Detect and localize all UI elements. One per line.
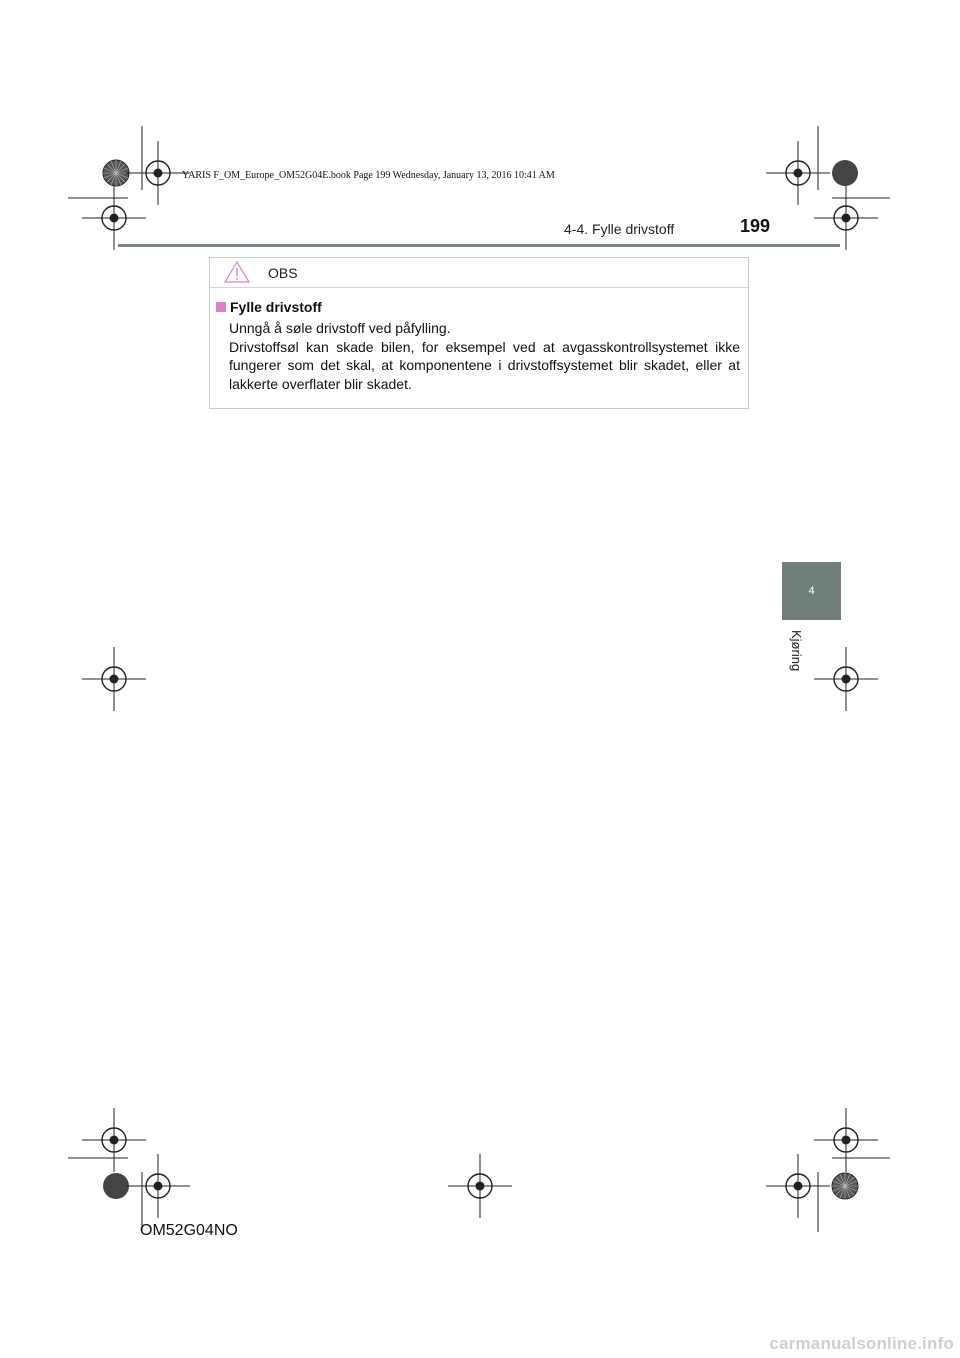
notice-item-title-text: Fylle drivstoff — [230, 299, 322, 315]
chapter-number: 4 — [808, 585, 815, 597]
watermark: carmanualsonline.info — [769, 1334, 954, 1353]
notice-label: OBS — [268, 265, 298, 281]
section-title: 4-4. Fylle drivstoff — [564, 221, 675, 237]
notice-paragraph: Drivstoffsøl kan skade bilen, for eksempel ved at avgasskontrollsystemet ikke fungerer som det skal, at komponentene i drivstoffsystemet blir skadet, eller at lakkerte overflater blir skadet. — [229, 338, 740, 392]
notice-header — [210, 258, 748, 288]
notice-paragraph: Unngå å søle drivstoff ved påfylling. — [229, 320, 451, 336]
page-number: 199 — [740, 216, 771, 236]
notice-item-text — [229, 319, 740, 393]
notice-body — [216, 299, 740, 393]
print-info-line: YARIS F_OM_Europe_OM52G04E.book Page 199 Wednesday, January 13, 2016 10:41 AM — [182, 170, 555, 181]
document-code: OM52G04NO — [140, 1222, 238, 1239]
header-rule — [118, 244, 840, 247]
chapter-tab — [782, 562, 841, 620]
notice-box — [209, 257, 749, 409]
square-bullet-icon — [216, 302, 226, 312]
notice-item-title — [216, 299, 740, 315]
warning-triangle-icon — [224, 261, 250, 283]
chapter-label: Kjøring — [789, 630, 804, 672]
